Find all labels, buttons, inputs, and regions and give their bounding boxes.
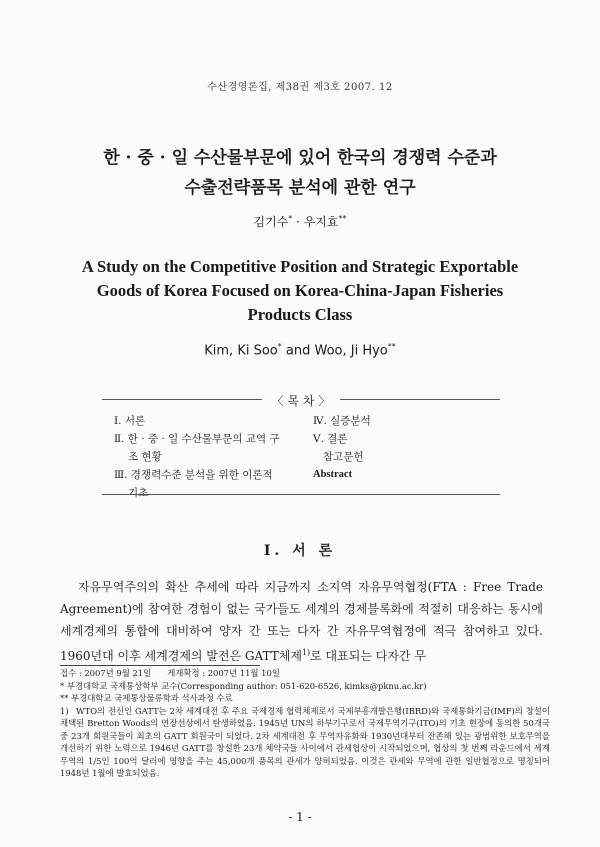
footnote-author1: * 부경대학교 국제통상학부 교수(Corresponding author: 051-620-6526, kimks@pknu.ac.kr) <box>60 680 427 691</box>
korean-title-line1: 한 · 중 · 일 수산물부문에 있어 한국의 경쟁력 수준과 <box>103 148 497 168</box>
author1-english-mark: * <box>277 342 282 351</box>
body-paragraph-end: 로 대표되는 다자간 무 <box>310 649 426 663</box>
toc-item[interactable]: Ⅰ. 서론 <box>114 415 146 427</box>
section-heading: Ⅰ. 서 론 <box>263 543 337 559</box>
body-paragraph-text: 자유무역주의의 확산 추세에 따라 지금까지 소지역 자유무역협정(FTA : Free Trade Agreement)에 참여한 경험이 없는 국가들도 세계의 경제블록화에 적절히 대응하는 동시에 세계경제의 통합에 대비하여 양자 간 또는 다자 간 자유무역협정에 적극 참여하고 있다. 1960년대 이후 세계경제의 발전은 GATT체제 <box>60 580 543 663</box>
toc-item[interactable]: Ⅳ. 실증분석 <box>313 415 371 427</box>
journal-header: 수산경영론집, 제38권 제3호 2007. 12 <box>207 82 393 93</box>
toc-left-column <box>114 412 294 502</box>
toc-heading <box>102 390 500 409</box>
author2-mark: ** <box>338 214 347 223</box>
korean-authors <box>0 213 600 230</box>
author-and: and <box>281 343 315 359</box>
author2-english: Woo, Ji Hyo <box>314 343 388 359</box>
footnote-1-text: WTO의 전신인 GATT는 2차 세계대전 후 주요 국제경제 협력체제로서 국제부흥개발은행(IBRD)와 국제통화기금(IMF)의 창설이 채택된 Bretton Woods의 연장선상에서 탄생하였음. 1945년 UN의 하부기구로서 국제무역기구(ITO)의 기초 현장에 동의한 50개국 중 23개 회원국들이 최초의 GATT 회원국이 되었다. 2차 세계대전 후 무역자유화와 1930년대부터 잔존해 있는 광범위한 보호무역을 개선하기 위한 노력으로 1946년 GATT를 창설한 23개 체약국들 사이에서 관세협상이 시작되었으며, 협상의 첫 번째 라운드에서 세계무역의 1/5인 100억 달러에 영향을 주는 45,000개 품목의 관세가 양허되었음. 이것은 관세와 무역에 관한 일반협정으로 명칭되어 1948년 1월에 발효되었음. <box>60 705 550 778</box>
toc-bottom-rule <box>102 494 500 495</box>
author2-korean: 우지효 <box>303 215 339 229</box>
english-authors <box>0 342 600 358</box>
footnote-1 <box>60 705 550 780</box>
toc-item[interactable]: Ⅴ. 결론 <box>313 433 348 445</box>
toc-heading-text: 〈 목 차 〉 <box>262 394 341 408</box>
author1-mark: * <box>288 214 293 223</box>
body-text <box>60 576 543 667</box>
footnote-1-number: 1) <box>60 705 69 716</box>
author-separator: · <box>292 215 304 229</box>
toc-item[interactable]: 참고문헌 <box>323 451 364 463</box>
toc-item[interactable]: Abstract <box>313 469 353 480</box>
korean-title-line2: 수출전략품목 분석에 관한 연구 <box>184 178 416 198</box>
received-date: 접수 : 2007년 9월 21일 게재확정 : 2007년 11월 10일 <box>60 668 280 678</box>
footnote-author2: ** 부경대학교 국제통상물류학과 석사과정 수료 <box>60 693 233 703</box>
toc-item[interactable]: Ⅲ. 경쟁력수준 분석을 위한 이론적 <box>114 469 273 481</box>
page-number: - 1 - <box>288 810 312 824</box>
korean-title <box>0 143 600 203</box>
toc-item[interactable]: 조 현황 <box>128 451 162 463</box>
body-paragraph <box>60 576 543 667</box>
table-of-contents <box>102 390 500 499</box>
english-title <box>0 255 600 327</box>
author1-english: Kim, Ki Soo <box>204 343 278 359</box>
toc-right-column <box>313 412 463 484</box>
english-title-line3: Products Class <box>247 305 353 324</box>
author2-english-mark: ** <box>387 342 396 351</box>
footnote-ref[interactable]: 1) <box>301 648 311 657</box>
toc-item[interactable]: 기초 <box>128 487 149 499</box>
toc-item[interactable]: Ⅱ. 한 · 중 · 일 수산물부문의 교역 구 <box>114 433 280 445</box>
english-title-line1: A Study on the Competitive Position and Strategic Exportable <box>81 257 519 276</box>
footnote-rule <box>60 665 260 666</box>
english-title-line2: Goods of Korea Focused on Korea-China-Japan Fisheries <box>96 281 504 300</box>
author1-korean: 김기수 <box>253 215 289 229</box>
footnotes <box>60 667 550 780</box>
